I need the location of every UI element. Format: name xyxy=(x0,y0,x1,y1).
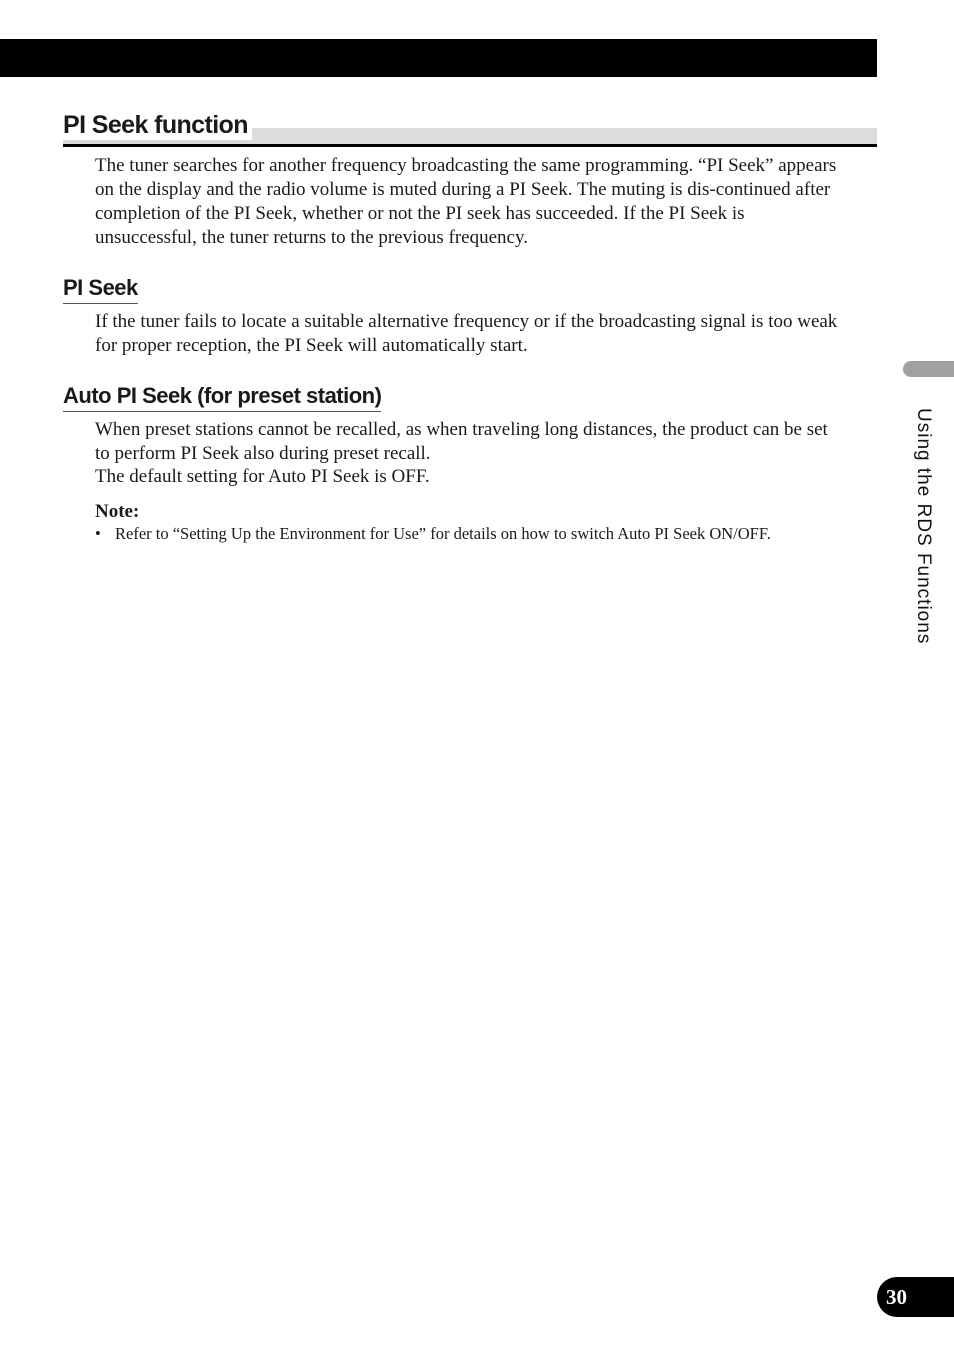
section-title-rule xyxy=(63,144,877,147)
chapter-side-label: Using the RDS Functions xyxy=(913,408,934,645)
note-label: Note: xyxy=(95,501,140,522)
default-setting-paragraph: The default setting for Auto PI Seek is OFF. xyxy=(95,466,430,487)
page-number: 30 xyxy=(886,1285,907,1309)
pi-seek-heading: PI Seek xyxy=(63,275,138,304)
auto-pi-seek-paragraph: When preset stations cannot be recalled, as when traveling long distances, the product can be set to perform PI Seek also during preset recall. xyxy=(95,419,828,464)
intro-paragraph: The tuner searches for another frequency broadcasting the same programming. “PI Seek” appears on the display and the radio volume is muted during a PI Seek. The muting is dis-continued after completion of the PI Seek, whether or not the PI seek has succeeded. If the PI Seek is unsuccessful, the tuner returns to the previous frequency. xyxy=(95,155,837,248)
header-bar xyxy=(0,39,877,77)
note-item xyxy=(95,524,865,544)
bullet-icon: • xyxy=(95,524,101,543)
pi-seek-paragraph: If the tuner fails to locate a suitable alternative frequency or if the broadcasting signal is too weak for proper reception, the PI Seek will automatically start. xyxy=(95,311,838,356)
page-number-tab xyxy=(877,1277,954,1317)
section-title: PI Seek function xyxy=(63,110,252,140)
section-title-block xyxy=(63,108,877,146)
side-tab-marker xyxy=(903,361,954,377)
note-text: Refer to “Setting Up the Environment for Use” for details on how to switch Auto PI Seek ON/OFF. xyxy=(115,524,771,543)
auto-pi-seek-heading: Auto PI Seek (for preset station) xyxy=(63,383,381,412)
